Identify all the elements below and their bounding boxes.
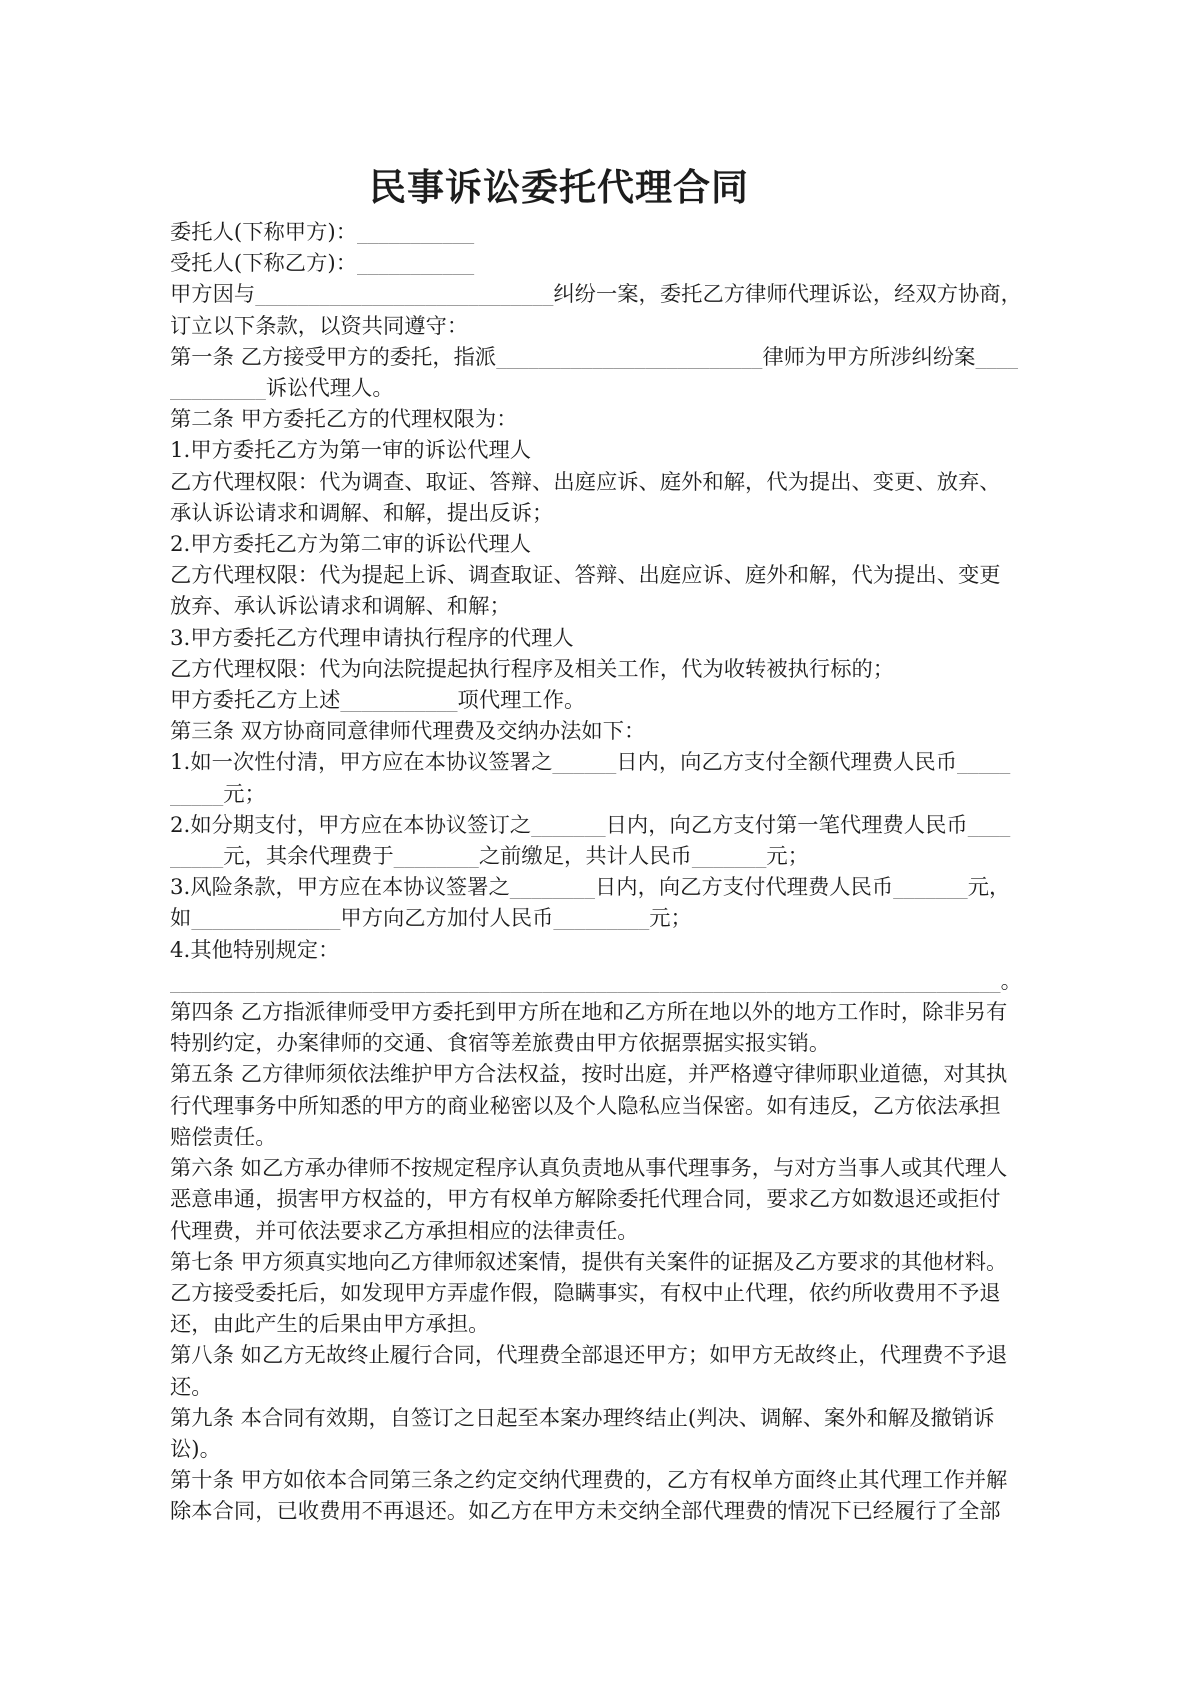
fill-in-blank: _______ (893, 875, 968, 901)
contract-line: 还，由此产生的后果由甲方承担。 (170, 1312, 490, 1338)
fill-in-blank: _________ (170, 376, 266, 402)
contract-line: 第三条 双方协商同意律师代理费及交纳办法如下： (170, 719, 646, 745)
contract-line: 3.甲方委托乙方代理申请执行程序的代理人 (170, 625, 574, 651)
contract-line: 第四条 乙方指派律师受甲方委托到甲方所在地和乙方所在地以外的地方工作时，除非另有 (170, 1000, 1008, 1026)
contract-line: 第十条 甲方如依本合同第三条之约定交纳代理费的，乙方有权单方面终止其代理工作并解 (170, 1468, 1008, 1494)
contract-line: 特别约定，办案律师的交通、食宿等差旅费由甲方依据票据实报实销。 (170, 1031, 831, 1057)
contract-line: 1.甲方委托乙方为第一审的诉讼代理人 (170, 438, 532, 464)
fill-in-blank: ____ (967, 812, 1011, 838)
contract-line: 第六条 如乙方承办律师不按规定程序认真负责地从事代理事务，与对方当事人或其代理人 (170, 1156, 1008, 1182)
contract-line: 1.如一次性付清，甲方应在本协议签署之______日内，向乙方支付全额代理费人民币_____ (170, 750, 1011, 776)
contract-line: 乙方代理权限：代为向法院提起执行程序及相关工作，代为收转被执行标的； (170, 656, 895, 682)
contract-line: 放弃、承认诉讼请求和调解、和解； (170, 594, 511, 620)
document-title: 民事诉讼委托代理合同 (369, 165, 749, 209)
document-content (170, 0, 1026, 1528)
contract-line: 如______________甲方向乙方加付人民币_________元； (170, 906, 692, 932)
contract-line: 还。 (170, 1374, 213, 1400)
contract-line: 第八条 如乙方无故终止履行合同，代理费全部退还甲方；如甲方无故终止，代理费不予退 (170, 1343, 1008, 1369)
contract-line: 4.其他特别规定： (170, 937, 340, 963)
contract-line: 2.如分期支付，甲方应在本协议签订之_______日内，向乙方支付第一笔代理费人民币____ (170, 812, 1011, 838)
contract-line: 2.甲方委托乙方为第二审的诉讼代理人 (170, 532, 532, 558)
fill-in-blank: _______ (691, 844, 767, 870)
fill-in-blank: ___________ (357, 220, 475, 245)
contract-line: _____元； (170, 781, 266, 807)
contract-line: 承认诉讼请求和调解、和解，提出反诉； (170, 500, 554, 526)
fill-in-blank: _________ (553, 906, 650, 932)
fill-in-blank: _____ (170, 781, 224, 807)
fill-in-blank: ____________________________ (255, 282, 554, 308)
fill-in-blank: ______________________________________________________________________________ (170, 968, 1001, 994)
contract-line: 赔偿责任。 (170, 1124, 277, 1150)
contract-line: 甲方委托乙方上述___________项代理工作。 (170, 688, 586, 714)
contract-line: 3.风险条款，甲方应在本协议签署之________日内，向乙方支付代理费人民币_______元， (170, 875, 1011, 901)
fill-in-blank: ________ (393, 844, 479, 870)
contract-line: _________诉讼代理人。 (170, 376, 394, 402)
fill-in-blank: _________________________ (496, 344, 763, 370)
contract-line: 受托人(下称乙方)：___________ (170, 251, 475, 277)
fill-in-blank: ______ (552, 750, 617, 776)
contract-line: ______________________________________________________________________________。 (170, 968, 1022, 994)
contract-line: 订立以下条款，以资共同遵守： (170, 313, 469, 339)
contract-line: 恶意串通，损害甲方权益的，甲方有权单方解除委托代理合同，要求乙方如数退还或拒付 (170, 1187, 1001, 1213)
contract-line: 乙方代理权限：代为调查、取证、答辩、出庭应诉、庭外和解，代为提出、变更、放弃、 (170, 469, 1001, 495)
contract-line: 甲方因与____________________________纠纷一案，委托乙方律师代理诉讼，经双方协商， (170, 282, 1022, 308)
fill-in-blank: _______ (531, 812, 606, 838)
fill-in-blank: ____ (975, 344, 1019, 370)
fill-in-blank: ______________ (191, 906, 341, 932)
contract-line: 第一条 乙方接受甲方的委托，指派_________________________律师为甲方所涉纠纷案____ (170, 344, 1019, 370)
contract-line: 代理费，并可依法要求乙方承担相应的法律责任。 (170, 1218, 639, 1244)
contract-line: 第五条 乙方律师须依法维护甲方合法权益，按时出庭，并严格遵守律师职业道德，对其执 (170, 1062, 1008, 1088)
contract-line: 除本合同，已收费用不再退还。如乙方在甲方未交纳全部代理费的情况下已经履行了全部 (170, 1499, 1001, 1525)
fill-in-blank: ________ (509, 875, 595, 901)
contract-line: 讼)。 (170, 1436, 221, 1462)
contract-lines (170, 217, 1026, 1528)
fill-in-blank: ___________ (340, 688, 458, 714)
contract-line: 乙方接受委托后，如发现甲方弄虚作假，隐瞒事实，有权中止代理，依约所收费用不予退 (170, 1280, 1001, 1306)
contract-line: 行代理事务中所知悉的甲方的商业秘密以及个人隐私应当保密。如有违反，乙方依法承担 (170, 1093, 1001, 1119)
contract-line: 委托人(下称甲方)：___________ (170, 220, 475, 245)
fill-in-blank: ___________ (357, 251, 475, 277)
contract-line: 第九条 本合同有效期，自签订之日起至本案办理终结止(判决、调解、案外和解及撤销诉 (170, 1405, 995, 1431)
contract-line: _____元，其余代理费于________之前缴足，共计人民币_______元； (170, 844, 809, 870)
fill-in-blank: _____ (957, 750, 1011, 776)
contract-line: 乙方代理权限：代为提起上诉、调查取证、答辩、出庭应诉、庭外和解，代为提出、变更 (170, 563, 1001, 589)
fill-in-blank: _____ (170, 844, 224, 870)
contract-line: 第二条 甲方委托乙方的代理权限为： (170, 407, 518, 433)
contract-line: 第七条 甲方须真实地向乙方律师叙述案情，提供有关案件的证据及乙方要求的其他材料。 (170, 1249, 1008, 1275)
